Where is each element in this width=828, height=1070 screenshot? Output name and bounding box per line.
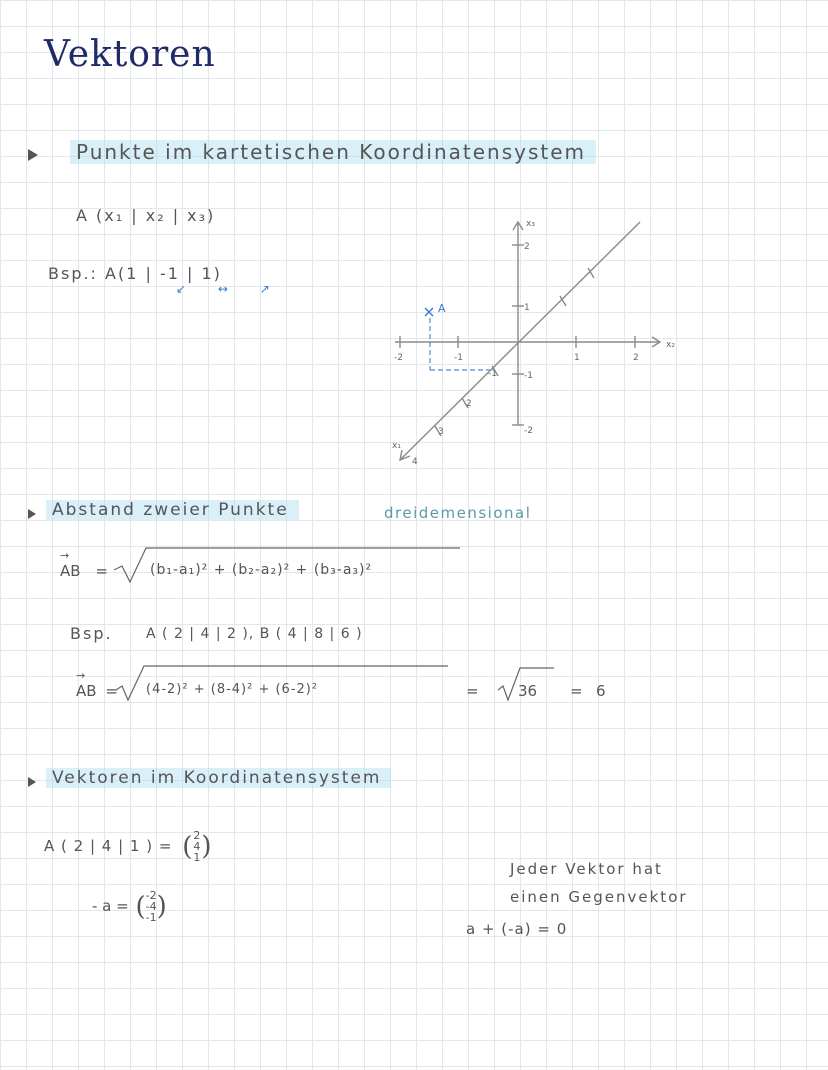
- x1-axis: [400, 222, 640, 460]
- distance-root-value: 36: [518, 682, 538, 700]
- vector-a-column: 2 4 1: [193, 829, 202, 864]
- distance-example-label: Bsp.: [70, 624, 113, 643]
- point-a-label: A: [438, 302, 446, 315]
- note-line-2: einen Gegenvektor: [510, 888, 688, 906]
- tick-x1-4: 4: [412, 457, 418, 467]
- x1-label: x₁: [392, 441, 401, 451]
- tick-x1-neg1: -1: [488, 369, 497, 379]
- section-heading-vectors: Vektoren im Koordinatensystem: [46, 768, 391, 788]
- section-heading-distance: Abstand zweier Punkte: [46, 500, 299, 520]
- vector-neg-definition: - a = ( -2 -4 -1 ): [92, 889, 167, 924]
- tick-x3-neg1: -1: [524, 371, 533, 381]
- section-heading-points: Punkte im kartetischen Koordinatensystem: [70, 140, 596, 164]
- bullet-triangle-icon: [28, 504, 36, 523]
- vector-a-definition: A ( 2 | 4 | 1 ) = ( 2 4 1 ): [44, 829, 213, 864]
- formula-distance: → AB =: [60, 562, 118, 580]
- tick-x3-neg2: -2: [524, 426, 533, 436]
- bullet-triangle-icon: [28, 772, 36, 791]
- tick-x2-neg1: -1: [454, 353, 463, 363]
- distance-calc-eq2: =: [570, 682, 583, 700]
- vector-neg-column: -2 -4 -1: [145, 889, 157, 924]
- bullet-triangle-icon: [28, 146, 38, 165]
- section-subheading-3d: dreidemensional: [384, 504, 532, 522]
- x3-label: x₃: [526, 219, 535, 229]
- inverse-vector-identity: a + (-a) = 0: [466, 920, 568, 938]
- distance-calc-lhs: → AB =: [76, 682, 118, 700]
- distance-example-points: A ( 2 | 4 | 2 ), B ( 4 | 8 | 6 ): [146, 626, 363, 642]
- page-title: Vektoren: [44, 34, 216, 75]
- point-a-marker: [425, 308, 433, 316]
- point-example: Bsp.: A(1 | -1 | 1): [48, 264, 222, 283]
- tick-x2-1: 1: [574, 353, 580, 363]
- tick-x3-1: 1: [524, 303, 530, 313]
- x2-label: x₂: [666, 340, 675, 350]
- distance-calc-radicand: (4-2)² + (8-4)² + (6-2)²: [146, 682, 319, 697]
- distance-calc-eq1: =: [466, 682, 479, 700]
- vector-ab-label: → AB: [60, 562, 81, 580]
- tick-x2-neg2: -2: [394, 353, 403, 363]
- example-direction-arrows: ↙ ↔ ↗: [176, 282, 284, 296]
- tick-x1-2: 2: [466, 399, 472, 409]
- tick-x3-2: 2: [524, 242, 530, 252]
- note-line-1: Jeder Vektor hat: [510, 860, 663, 878]
- tick-x2-2: 2: [633, 353, 639, 363]
- coordinate-system-graph: [380, 210, 700, 480]
- formula-radicand: (b₁-a₁)² + (b₂-a₂)² + (b₃-a₃)²: [150, 562, 373, 578]
- tick-x1-3: 3: [438, 427, 444, 437]
- point-notation: A (x₁ | x₂ | x₃): [76, 206, 216, 225]
- distance-result: 6: [596, 682, 606, 700]
